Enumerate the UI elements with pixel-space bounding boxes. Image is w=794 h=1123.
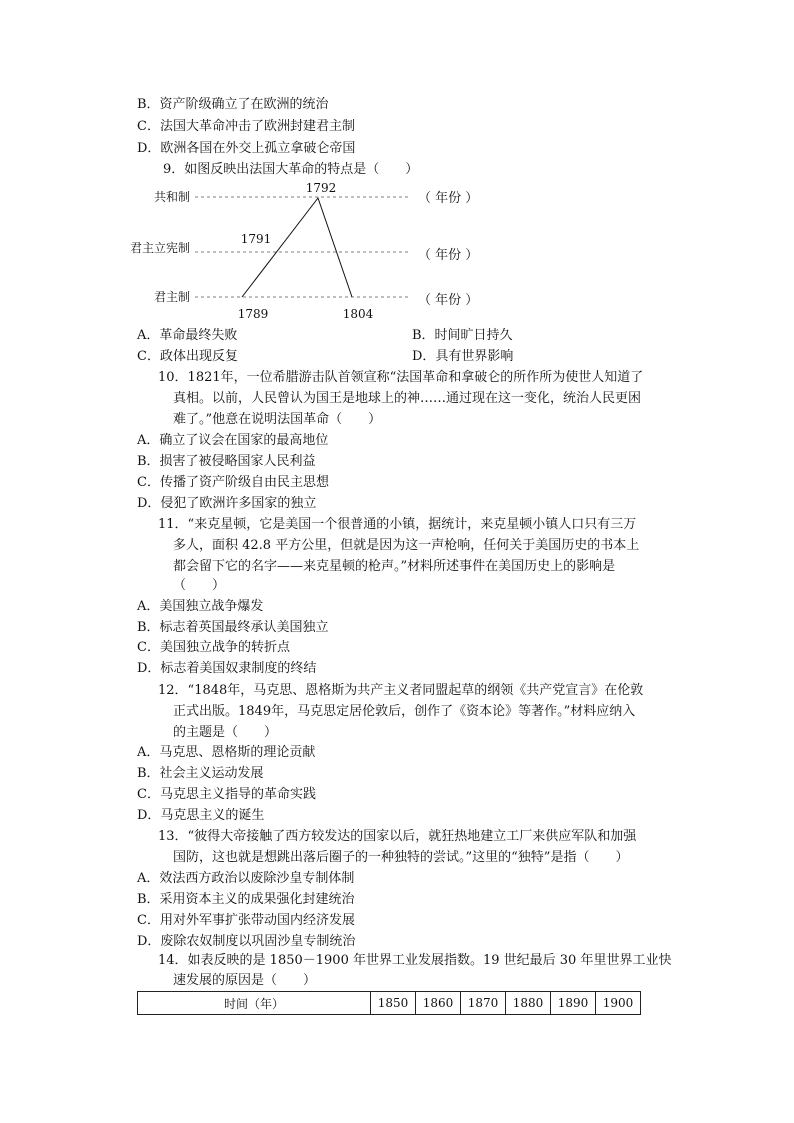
table-year-cell: 1900 [596, 992, 641, 1015]
year-1791: 1791 [240, 232, 272, 246]
axis-unit-2: （ 年份 ） [418, 248, 479, 263]
table-year-cell: 1850 [371, 992, 416, 1015]
q11-option-d: D．标志着美国奴隶制度的终结 [137, 661, 317, 676]
industrial-index-table [137, 991, 641, 1015]
year-1792: 1792 [305, 181, 337, 195]
axis-unit-1: （ 年份 ） [418, 191, 479, 206]
q10-option-c: C．传播了资产阶级自由民主思想 [137, 475, 329, 490]
axis-unit-3: （ 年份 ） [418, 293, 479, 308]
q12-option-a: A．马克思、恩格斯的理论贡献 [137, 745, 316, 760]
system-change-line [242, 198, 352, 297]
table-year-cell: 1890 [551, 992, 596, 1015]
question-14-line-2: 速发展的原因是（ ） [173, 973, 317, 988]
question-11-line-1: 11．“来克星顿，它是美国一个很普通的小镇，据统计，来克星顿小镇人口只有三万 [158, 517, 637, 532]
question-11-line-4: （ ） [173, 578, 226, 593]
question-13-line-2: 国防，这也就是想跳出落后圈子的一种独特的尝试。”这里的“独特”是指（ ） [173, 850, 629, 865]
table-year-cell: 1860 [416, 992, 461, 1015]
table-year-cell: 1880 [506, 992, 551, 1015]
q10-option-d: D．侵犯了欧洲许多国家的独立 [137, 496, 317, 511]
question-12-line-3: 的主题是（ ） [173, 725, 278, 740]
label-constitutional-monarchy: 君主立宪制 [129, 241, 190, 255]
question-13-line-1: 13．“彼得大帝接触了西方较发达的国家以后，就狂热地建立工厂来供应军队和加强 [158, 829, 637, 844]
question-12-line-2: 正式出版。1849年，马克思定居伦敦后，创作了《资本论》等著作。”材料应纳入 [173, 704, 636, 719]
q12-option-d: D．马克思主义的诞生 [137, 808, 265, 823]
question-14-line-1: 14．如表反映的是 1850－1900 年世界工业发展指数。19 世纪最后 30 年里世界工业快 [158, 953, 672, 968]
political-system-timeline-diagram [110, 176, 490, 326]
question-10-line-2: 真相。以前，人民曾认为国王是地球上的神……通过现在这一变化，统治人民更困 [173, 391, 642, 406]
table-header-row [138, 992, 641, 1015]
q13-option-a: A．效法西方政治以废除沙皇专制体制 [137, 871, 355, 886]
q8-option-b: B．资产阶级确立了在欧洲的统治 [137, 97, 329, 112]
q12-option-b: B．社会主义运动发展 [137, 766, 264, 781]
q8-option-d: D．欧洲各国在外交上孤立拿破仑帝国 [137, 141, 356, 156]
q12-option-c: C．马克思主义指导的革命实践 [137, 787, 316, 802]
q13-option-c: C．用对外军事扩张带动国内经济发展 [137, 913, 355, 928]
question-11-line-3: 都会留下它的名字——来克星顿的枪声。”材料所述事件在美国历史上的影响是 [173, 559, 616, 574]
table-year-cell: 1870 [461, 992, 506, 1015]
table-header-time: 时间（年） [138, 992, 371, 1015]
question-9: 9．如图反映出法国大革命的特点是（ ） [163, 162, 419, 177]
q10-option-a: A．确立了议会在国家的最高地位 [137, 433, 329, 448]
year-1789: 1789 [237, 307, 269, 321]
q11-option-a: A．美国独立战争爆发 [137, 599, 264, 614]
q10-option-b: B．损害了被侵略国家人民利益 [137, 454, 316, 469]
question-10-line-3: 难了。”他意在说明法国革命（ ） [173, 412, 382, 427]
q9-option-a: A．革命最终失败 [137, 328, 238, 343]
question-12-line-1: 12．“1848年，马克思、恩格斯为共产主义者同盟起草的纲领《共产党宣言》在伦敦 [158, 683, 644, 698]
label-republic: 共和制 [153, 190, 190, 204]
q9-option-b: B．时间旷日持久 [412, 328, 513, 343]
q9-option-d: D．具有世界影响 [412, 349, 514, 364]
q11-option-b: B．标志着英国最终承认美国独立 [137, 620, 329, 635]
year-1804: 1804 [342, 307, 374, 321]
q8-option-c: C．法国大革命冲击了欧洲封建君主制 [137, 119, 355, 134]
question-10-line-1: 10．1821年，一位希腊游击队首领宣称“法国革命和拿破仑的所作所为使世人知道了 [158, 370, 644, 385]
q13-option-d: D．废除农奴制度以巩固沙皇专制统治 [137, 934, 356, 949]
question-11-line-2: 多人，面积 42.8 平方公里，但就是因为这一声枪响，任何关于美国历史的书本上 [173, 538, 640, 553]
q9-option-c: C．政体出现反复 [137, 349, 238, 364]
q11-option-c: C．美国独立战争的转折点 [137, 640, 290, 655]
q13-option-b: B．采用资本主义的成果强化封建统治 [137, 892, 355, 907]
label-monarchy: 君主制 [153, 290, 190, 304]
